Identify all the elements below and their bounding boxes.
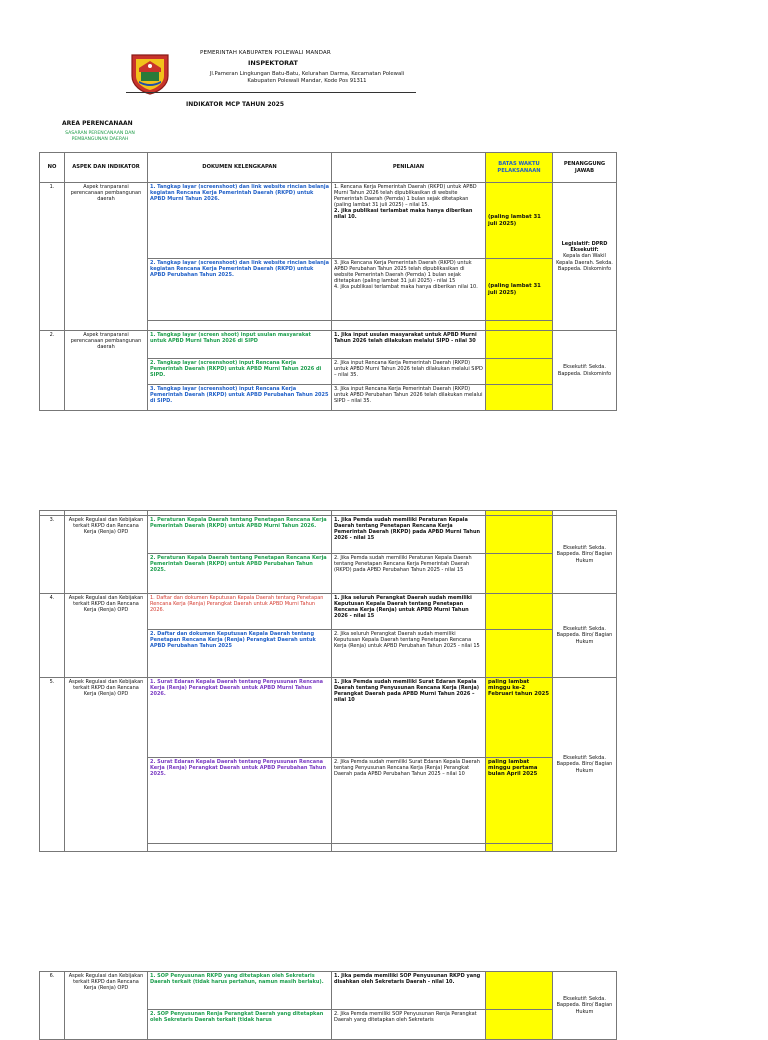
pj-cell: Eksekutif: Sekda. Bappeda. Biro/ Bagian Hukum (553, 516, 617, 594)
batas-cell (486, 758, 553, 844)
empty-cell (148, 321, 332, 331)
header-divider (126, 92, 416, 93)
address-line-2: Kabupaten Polewali Mandar, Kode Pos 91311 (247, 77, 367, 84)
penilaian-cell: 1. Jika pemda memiliki SOP Penyusunan RKPD yang disahkan oleh Sekretaris Daerah - nilai 10. (332, 972, 486, 1010)
agency-address (198, 71, 416, 84)
table-row (40, 331, 617, 359)
pj-cell: Eksekutif: Sekda. Bappeda. Diskominfo (553, 331, 617, 411)
batas-cell (486, 1010, 553, 1040)
dokumen-cell: 2. Tangkap layar (screenshoot) dan link website rincian belanja kegiatan Rencana Kerja Pemerintah Daerah (RKPD) untuk APBD Perubahan Tahun 2025. (148, 259, 332, 321)
batas-cell (486, 321, 553, 331)
batas-cell (486, 259, 553, 321)
table-row (40, 678, 617, 758)
penilaian-cell: 1. Jika input usulan masyarakat untuk APBD Murni Tahun 2026 telah dilakukan melalui SIPD - nilai 30 (332, 331, 486, 359)
col-aspek-header: ASPEK DAN INDIKATOR (65, 153, 148, 183)
batas-text: paling lambat minggu ke-2 Februari tahun 2025 (488, 679, 550, 698)
batas-cell (486, 594, 553, 630)
table-row (40, 594, 617, 630)
aspek-cell: Aspek Regulasi dan Kebijakan terkait RKPD dan Rencana Kerja (Renja) OPD (65, 972, 148, 1040)
dokumen-cell: 1. Tangkap layar (screenshoot) dan link website rincian belanja kegiatan Rencana Kerja Pemerintah Daerah (RKPD) untuk APBD Murni Tahun 2026. (148, 183, 332, 259)
aspek-cell: Aspek tranparansi perencanaan pembangunan daerah (65, 183, 148, 331)
batas-cell (486, 972, 553, 1010)
pj-eksekutif: Kepala dan Wakil Kepala Daerah. Sekda. Bappeda. Diskominfo (556, 253, 613, 272)
indicator-table-3 (39, 971, 617, 1040)
dokumen-cell: 1. SOP Penyusunan RKPD yang ditetapkan oleh Sekretaris Daerah terkait (tidak harus pertahun, namun masih berlaku). (148, 972, 332, 1010)
empty-cell (148, 844, 332, 852)
penilaian-cell: 2. Jika Pemda memiliki SOP Penyusunan Renja Perangkat Daerah yang ditetapkan oleh Sekretaris (332, 1010, 486, 1040)
document-title: INDIKATOR MCP TAHUN 2025 (186, 101, 285, 108)
address-line-1: Jl.Pameran Lingkungan Batu-Batu, Kelurahan Darma, Kecamatan Polewali (209, 71, 405, 77)
dokumen-cell: 2. Daftar dan dokumen Keputusan Kepala Daerah tentang Penetapan Rencana Kerja (Renja) Perangkat Daerah untuk APBD Perubahan Tahun 2025 (148, 630, 332, 678)
dokumen-cell: 2. SOP Penyusunan Renja Perangkat Daerah yang ditetapkan oleh Sekretaris Daerah terkait (tidak harus (148, 1010, 332, 1040)
dokumen-cell: 3. Tangkap layar (screenshoot) input Rencana Kerja Pemerintah Daerah (RKPD) untuk APBD Perubahan Tahun 2025 di SIPD. (148, 385, 332, 411)
penilaian-item: 2. jika publikasi terlambat maka hanya diberikan nilai 10. (334, 208, 473, 221)
row-number: 1. (40, 183, 65, 331)
government-name: PEMERINTAH KABUPATEN POLEWALI MANDAR (200, 50, 331, 56)
col-dokumen-header: DOKUMEN KELENGKAPAN (148, 153, 332, 183)
dokumen-cell: 2. Peraturan Kepala Daerah tentang Penetapan Rencana Kerja Pemerintah Daerah (RKPD) untuk APBD Perubahan Tahun 2025. (148, 554, 332, 594)
empty-cell (332, 844, 486, 852)
penilaian-cell (332, 183, 486, 259)
indicator-table-2 (39, 510, 617, 852)
penilaian-cell: 2. Jika input Rencana Kerja Pemerintah Daerah (RKPD) untuk APBD Murni Tahun 2026 telah dilakukan melalui SIPD – nilai 35. (332, 359, 486, 385)
dokumen-cell: 1. Tangkap layar (screen shoot) input usulan masyarakat untuk APBD Murni Tahun 2026 di SIPD (148, 331, 332, 359)
penilaian-cell: 1. Jika Pemda sudah memiliki Surat Edaran Kepala Daerah tentang Penyusunan Rencana Kerja (Renja) Perangkat Daerah pada APBD Murni Tahun 2026 – nilai 10 (332, 678, 486, 758)
penilaian-cell: 2. Jika Pemda sudah memiliki Surat Edaran Kepala Daerah tentang Penyusunan Rencana Kerja (Renja) Perangkat Daerah pada APBD Perubahan Tahun 2025 – nilai 10 (332, 758, 486, 844)
aspek-cell: Aspek Regulasi dan Kebijakan terkait RKPD dan Rencana Kerja (Renja) OPD (65, 594, 148, 678)
batas-cell (486, 385, 553, 411)
indicator-table-1 (39, 152, 617, 411)
batas-text: paling lambat minggu pertama bulan April 2025 (488, 759, 538, 778)
batas-text: (paling lambat 31 juli 2025) (488, 283, 541, 296)
pj-eksekutif-label: Eksekutif: (570, 247, 599, 254)
aspek-cell: Aspek Regulasi dan Kebijakan terkait RKPD dan Rencana Kerja (Renja) OPD (65, 678, 148, 852)
dokumen-cell: 1. Peraturan Kepala Daerah tentang Penetapan Rencana Kerja Pemerintah Daerah (RKPD) untuk APBD Murni Tahun 2026. (148, 516, 332, 554)
col-pj-header: PENANGGUNG JAWAB (553, 153, 617, 183)
col-no-header: NO (40, 153, 65, 183)
dokumen-cell: 2. Tangkap layar (screenshoot) input Rencana Kerja Pemerintah Daerah (RKPD) untuk APBD Murni Tahun 2026 di SIPD. (148, 359, 332, 385)
polewali-mandar-emblem (128, 52, 172, 96)
batas-cell (486, 844, 553, 852)
penilaian-item: 3. Jika Rencana Kerja Pemerintah Daerah (RKPD) untuk APBD Perubahan Tahun 2025 telah dipublikasikan di website Pemerintah Daerah (Pemda) 1 bulan sejak ditetapkan (paling lambat 31 juli 2025) - nilai 15 (334, 260, 472, 285)
row-number: 2. (40, 331, 65, 411)
penilaian-cell: 3. Jika input Rencana Kerja Pemerintah Daerah (RKPD) untuk APBD Perubahan Tahun 2026 telah dilakukan melalui SIPD – nilai 35. (332, 385, 486, 411)
penilaian-cell: 2. Jika Pemda sudah memiliki Peraturan Kepala Daerah tentang Penetapan Rencana Kerja Pemerintah Daerah (RKPD) pada APBD Perubahan Tahun 2025 - nilai 15 (332, 554, 486, 594)
area-heading: AREA PERENCANAAN (62, 120, 133, 127)
sasaran-subheading: SASARAN PERENCANAAN DAN PEMBANGUNAN DAERAH (65, 131, 135, 142)
empty-cell (332, 321, 486, 331)
agency-name: INSPEKTORAT (248, 59, 298, 67)
dokumen-cell: 1. Daftar dan dokumen Keputusan Kepala Daerah tentang Penetapan Rencana Kerja (Renja) Perangkat Daerah untuk APBD Murni Tahun 2026. (148, 594, 332, 630)
pj-cell: Eksekutif: Sekda. Bappeda. Biro/ Bagian Hukum (553, 594, 617, 678)
penilaian-cell (332, 259, 486, 321)
row-number: 4. (40, 594, 65, 678)
penilaian-cell: 1. Jika seluruh Perangkat Daerah sudah memiliki Keputusan Kepala Daerah tentang Penetapan Rencana Kerja (Renja) untuk APBD Murni Tahun 2026 - nilai 15 (332, 594, 486, 630)
col-penilaian-header: PENILAIAN (332, 153, 486, 183)
penilaian-item: 1. Rencana Kerja Pemerintah Daerah (RKPD) untuk APBD Murni Tahun 2026 telah dipublikasikan di website Pemerintah Daerah (Pemda) 1 bulan sejak ditetapkan (paling lambat 31 juli 2025) – nilai 15. (334, 184, 477, 209)
table-row (40, 972, 617, 1010)
penilaian-cell: 2. Jika seluruh Perangkat Daerah sudah memiliki Keputusan Kepala Daerah tentang Penetapan Rencana Kerja (Renja) untuk APBD Perubahan Tahun 2025 - nilai 15 (332, 630, 486, 678)
dokumen-cell: 1. Surat Edaran Kepala Daerah tentang Penyusunan Rencana Kerja (Renja) Perangkat Daerah untuk APBD Murni Tahun 2026. (148, 678, 332, 758)
col-batas-header: BATAS WAKTU PELAKSANAAN (486, 153, 553, 183)
dokumen-cell: 2. Surat Edaran Kepala Daerah tentang Penyusunan Rencana Kerja (Renja) Perangkat Daerah untuk APBD Perubahan Tahun 2025. (148, 758, 332, 844)
pj-cell: Eksekutif: Sekda. Bappeda. Biro/ Bagian Hukum (553, 972, 617, 1040)
table-row (40, 516, 617, 554)
pj-cell: Eksekutif: Sekda. Bappeda. Biro/ Bagian Hukum (553, 678, 617, 852)
batas-cell (486, 359, 553, 385)
pj-cell (553, 183, 617, 331)
row-number: 3. (40, 516, 65, 594)
pj-legislatif: Legislatif: DPRD (561, 241, 608, 248)
batas-cell (486, 554, 553, 594)
batas-cell (486, 630, 553, 678)
batas-cell (486, 678, 553, 758)
penilaian-item: 4. jika publikasi terlambat maka hanya diberikan nilai 10. (334, 284, 478, 291)
row-number: 5. (40, 678, 65, 852)
table-row (40, 183, 617, 259)
aspek-cell: Aspek tranparansi perencanaan pembangunan daerah (65, 331, 148, 411)
batas-text: (paling lambat 31 juli 2025) (488, 214, 541, 227)
table-header-row (40, 153, 617, 183)
batas-cell (486, 516, 553, 554)
batas-cell (486, 331, 553, 359)
aspek-cell: Aspek Regulasi dan Kebijakan terkait RKPD dan Rencana Kerja (Renja) OPD (65, 516, 148, 594)
batas-cell (486, 183, 553, 259)
penilaian-cell: 1. Jika Pemda sudah memiliki Peraturan Kepala Daerah tentang Penetapan Rencana Kerja Pemerintah Daerah (RKPD) pada APBD Murni Tahun 2026 - nilai 15 (332, 516, 486, 554)
row-number: 6. (40, 972, 65, 1040)
